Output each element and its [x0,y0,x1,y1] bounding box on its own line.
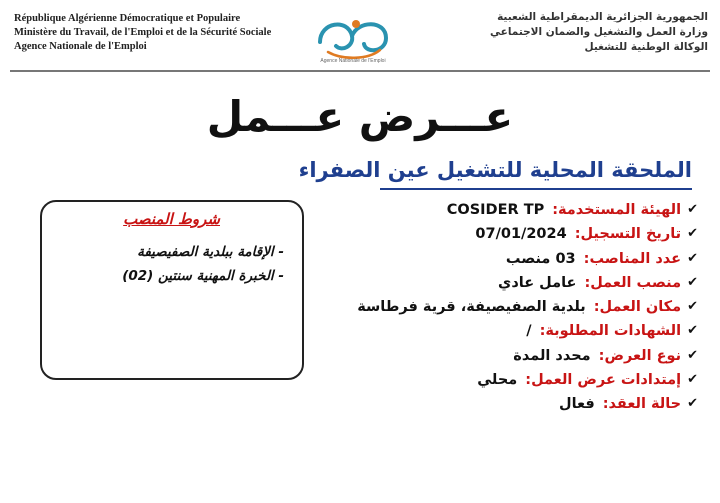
agency-underline [380,188,692,190]
detail-value: محدد المدة [513,347,591,364]
header-ar-republic: الجمهورية الجزائرية الديمقراطية الشعبية [497,11,708,23]
check-icon: ✔ [687,226,698,242]
page-title: عـــرض عـــمل [206,92,514,141]
detail-label: إمتدادات عرض العمل: [525,372,682,389]
detail-required-diplomas [368,319,698,343]
detail-work-location [357,295,698,319]
detail-value: عامل عادي [498,274,577,291]
detail-label: منصب العمل: [584,274,682,291]
detail-label: مكان العمل: [593,299,682,316]
conditions-box [40,200,304,380]
header-ar-ministry: وزارة العمل والتشغيل والضمان الاجتماعي [490,26,708,38]
detail-label: عدد المناصب: [583,250,682,267]
conditions-list [54,240,284,288]
check-icon: ✔ [687,323,698,339]
detail-positions-count [368,247,698,271]
detail-job-title [368,271,698,295]
detail-value: بلدية الصفيصيفة، قرية فرطاسة [357,299,586,316]
check-icon: ✔ [687,299,698,315]
header-arabic [490,10,708,55]
check-icon: ✔ [687,396,698,412]
header-french [14,12,271,54]
check-icon: ✔ [687,372,698,388]
job-details-list [357,198,698,417]
logo-caption: Agence Nationale de l'Emploi [320,58,386,64]
detail-value: 03 منصب [505,250,576,267]
document-header [0,0,720,72]
header-fr-agency: Agence Nationale de l'Emploi [14,41,147,52]
agency-heading: الملحقة المحلية للتشغيل عين الصفراء [298,158,692,182]
detail-label: الهيئة المستخدمة: [552,202,682,218]
detail-employer [368,198,698,222]
detail-value: فعال [558,396,595,413]
header-fr-republic: République Algérienne Démocratique et Populaire [14,13,241,24]
header-divider [10,70,710,72]
detail-registration-date [368,222,698,246]
check-icon: ✔ [687,347,698,363]
header-fr-ministry: Ministère du Travail, de l'Emploi et de la Sécurité Sociale [14,27,272,38]
detail-label: الشهادات المطلوبة: [539,323,682,340]
conditions-title: شروط المنصب [123,210,220,228]
detail-label: تاريخ التسجيل: [574,226,682,243]
detail-value: 07/01/2024 [475,226,567,243]
detail-value: / [526,323,532,340]
detail-value: محلي [477,372,518,389]
check-icon: ✔ [687,274,698,290]
detail-label: نوع العرض: [598,347,682,364]
header-ar-agency: الوكالة الوطنية للتشغيل [584,41,708,53]
condition-item: - الإقامة ببلدية الصفيصيفة [137,244,284,260]
detail-offer-type [368,344,698,368]
check-icon: ✔ [687,202,698,217]
condition-item: - الخبرة المهنية سنتين (02) [122,268,284,284]
detail-offer-scope [368,368,698,392]
detail-contract-status [368,392,698,416]
detail-value: COSIDER TP [446,202,545,218]
detail-label: حالة العقد: [602,396,682,413]
check-icon: ✔ [687,250,698,266]
